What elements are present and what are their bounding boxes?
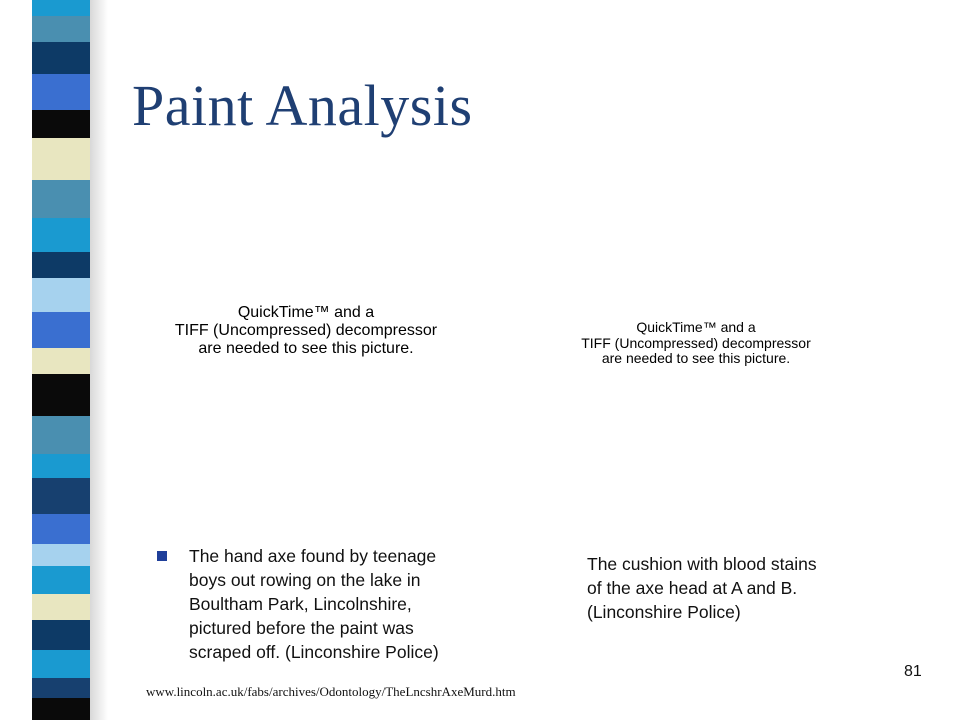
stripe-segment [32, 678, 90, 698]
placeholder-line: QuickTime™ and a [237, 304, 375, 321]
stripe-segment [32, 110, 90, 138]
placeholder-line: are needed to see this picture. [601, 350, 791, 367]
stripe-segment [32, 416, 90, 454]
placeholder-line: are needed to see this picture. [198, 339, 414, 357]
caption-line: of the axe head at A and B. [587, 578, 798, 598]
stripe-segment [32, 544, 90, 566]
stripe-segment [32, 478, 90, 514]
hand-axe-image-placeholder [150, 304, 462, 358]
stripe-segment [32, 348, 90, 374]
page-number: 81 [904, 663, 922, 680]
bullet-line: The hand axe found by teenage [189, 546, 437, 566]
square-bullet-icon [157, 551, 167, 561]
stripe-segment [32, 566, 90, 594]
stripe-segment [32, 374, 90, 416]
slide-title: Paint Analysis [132, 73, 473, 138]
stripe-segment [32, 698, 90, 720]
caption-line: (Linconshire Police) [587, 602, 741, 622]
stripe-shadow [90, 0, 108, 720]
bullet-item [155, 544, 515, 664]
stripe-segment [32, 42, 90, 74]
stripe-segment [32, 138, 90, 180]
bullet-line: boys out rowing on the lake in [189, 570, 421, 590]
stripe-segment [32, 252, 90, 278]
cushion-caption [587, 552, 887, 624]
stripe-segment [32, 454, 90, 478]
stripe-segment [32, 74, 90, 110]
stripe-segment [32, 620, 90, 650]
caption-line: The cushion with blood stains [587, 554, 817, 574]
stripe-segment [32, 312, 90, 348]
cushion-image-placeholder [560, 320, 832, 367]
bullet-line: scraped off. (Linconshire Police) [189, 642, 439, 662]
decorative-stripe-bar [32, 0, 90, 720]
stripe-segment [32, 180, 90, 218]
placeholder-line: TIFF (Uncompressed) decompressor [174, 321, 438, 339]
bullet-line: Boultham Park, Lincolnshire, [189, 594, 412, 614]
stripe-segment [32, 594, 90, 620]
source-url: www.lincoln.ac.uk/fabs/archives/Odontology/TheLncshrAxeMurd.htm [146, 684, 516, 699]
placeholder-line: QuickTime™ and a [636, 319, 756, 335]
bullet-list [155, 544, 515, 664]
placeholder-line: TIFF (Uncompressed) decompressor [581, 334, 811, 351]
stripe-segment [32, 218, 90, 252]
stripe-segment [32, 650, 90, 678]
stripe-segment [32, 514, 90, 544]
bullet-line: pictured before the paint was [189, 618, 414, 638]
stripe-segment [32, 0, 90, 16]
stripe-segment [32, 278, 90, 312]
stripe-segment [32, 16, 90, 42]
